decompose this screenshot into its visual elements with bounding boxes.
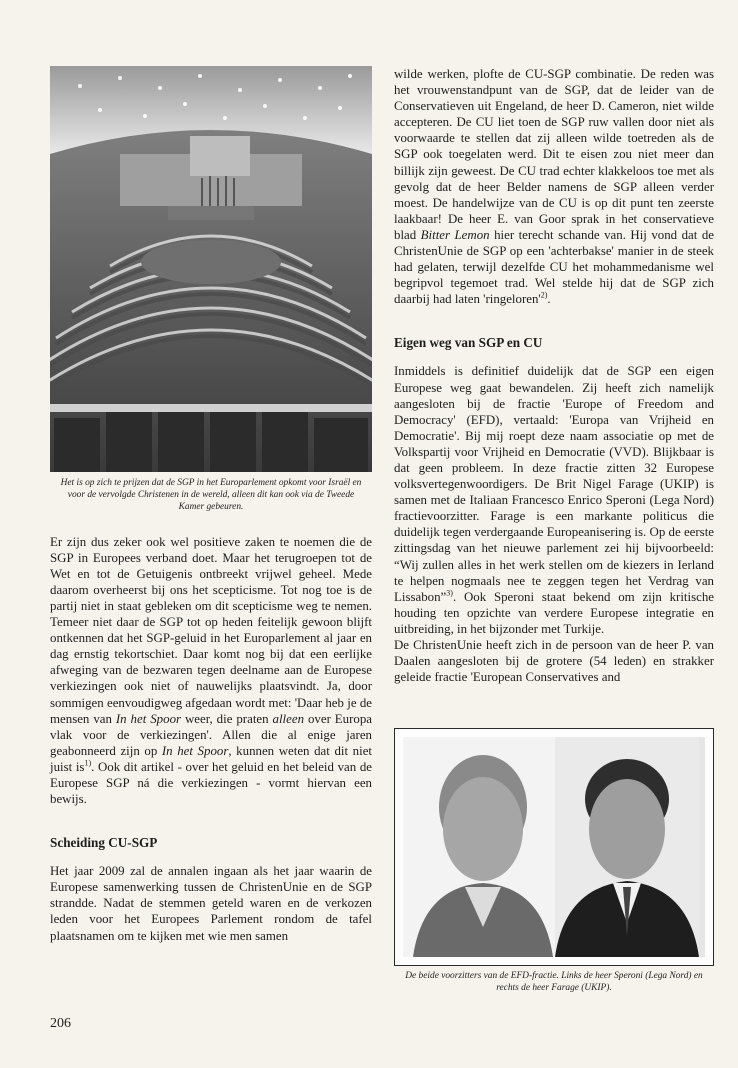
left-column [50,66,372,944]
portrait-farage-illustration [555,737,699,957]
european-parliament-hemicycle-photo [50,66,372,472]
heading-scheiding-cu-sgp: Scheiding CU-SGP [50,835,158,851]
hemicycle-illustration [50,66,372,472]
left-paragraph-1: Er zijn dus zeker ook wel positieve zaken te noemen die de SGP in Europees verband doet. Maar het terugroepen tot de Wet en tot de Getuigenis ontbreekt vrijwel geheel. Mede daarom overheerst bij ons het scepticisme. Tot nog toe is de partij niet in staat gebleken om dit scepticisme weg te nemen. Temeer niet daar de SGP tot op heden feitelijk gewoon blijft ontkennen dat het SGP-geluid in het Europarlement al jaar en dag ernstig tekortschiet. Daar komt nog bij dat een eerlijke afweging van de bezwaren tegen deelname aan de Europese verkiezingen ook niet of nauwelijks plaatsvindt. Ja, door sommigen eenvoudigweg afgedaan wordt met: 'Daar heb je de mensen van In het Spoor weer, die praten alleen over Europa vlak voor de verkiezingen'. Allen die al enige jaren geabonneerd zijn op In het Spoor, kunnen weten dat dit niet juist $is^{1)}$. Ook dit artikel - over het geluid en het beleid van de Europese SGP ná die verkiezingen - vormt hiervan een bewijs. [50,534,373,807]
left-paragraph-2: Het jaar 2009 zal de annalen ingaan als het jaar waarin de Europese samenwerking tussen de ChristenUnie en de SGP strandde. Nadat de stemmen geteld waren en de verkozen leden voor het Europees Parlement rondom de tafel plaatsnamen om te kijken met wie men samen [50,864,372,943]
right-paragraph-2: Inmiddels is definitief duidelijk dat de SGP een eigen Europese weg gaat bewandelen. Zij heeft zich namelijk aangesloten bij de fractie 'Europe of Freedom and Democracy' (EFD), vertaald: 'Europa van Vrijheid en Democratie'. Bij mij roept deze naam associatie op met de Volkspartij voor Vrijheid en Democratie (VVD). Blijkbaar is dat geen probleem. In deze fractie zitten 32 Europese volksvertegenwoordigers. De Brit Nigel Farage (UKIP) is samen met de Italiaan Francesco Enrico Speroni (Lega Nord) fractievoorzitter. Farage is een markante politicus die duidelijk tegen verdergaande Europeanisering is. Op de eerste zittingsdag van het nieuwe parlement zei hij bijvoorbeeld: “Wij zullen alles in het werk stellen om de kiezers in Ierland te helpen nogmaals nee te zeggen tegen het Verdrag van Lissabon”$^{3)}$. Ook Speroni staat bekend om zijn kritische houding ten opzichte van verdere Europese integratie en uitbreiding, in het bijzonder met Turkije. [394,364,714,636]
portrait-caption: De beide voorzitters van de EFD-fractie. Links de heer Speroni (Lega Nord) en rechts de heer Farage (UKIP). [405,971,703,994]
portrait-photo-frame [394,728,714,966]
heading-eigen-weg: Eigen weg van SGP en CU [394,335,543,351]
portrait-speroni-illustration [403,737,555,957]
portrait-speroni [403,737,555,957]
right-paragraph-3: De ChristenUnie heeft zich in de persoon van de heer P. van Daalen aangesloten bij de grotere (54 leden) en strakker geleide fractie 'European Conservatives and [394,638,714,685]
portrait-farage [555,737,705,957]
photo-caption: Het is op zich te prijzen dat de SGP in het Europarlement opkomt voor Israël en voor de vervolgde Christenen in de wereld, alleen dit kan ook via de Tweede Kamer gebeuren. [60,478,362,513]
page-number: 206 [50,1016,71,1031]
right-column [394,66,714,685]
right-paragraph-1: wilde werken, plofte de CU-SGP combinatie. De reden was het vrouwenstandpunt van de SGP, dat de leider van de Conservatieven uit Engeland, de heer D. Cameron, niet wilde accepteren. De CU liet toen de SGP ruw vallen door niet als voorwaarde te stellen dat zij alleen wilde toetreden als de SGP ook toegelaten werd. Dit te eisen zou niet meer dan billijk zijn geweest. De CU trad echter klakkeloos toe met als gevolg dat de heer Belder namens de SGP alleen verder moest. De handelwijze van de CU is op dit punt ten zeerste laakbaar! De heer E. van Goor sprak in het conservatieve blad Bitter Lemon hier terecht schande van. Hij vond dat de ChristenUnie de SGP op een 'achterbakse' manier in de steek had gelaten, terwijl dezelfde CU het mohammedanisme wel begripvol tegemoet trad. Wel stelde hij dat de SGP zich daarbij had laten '$ringeloren'^{2)}$. [394,67,714,307]
